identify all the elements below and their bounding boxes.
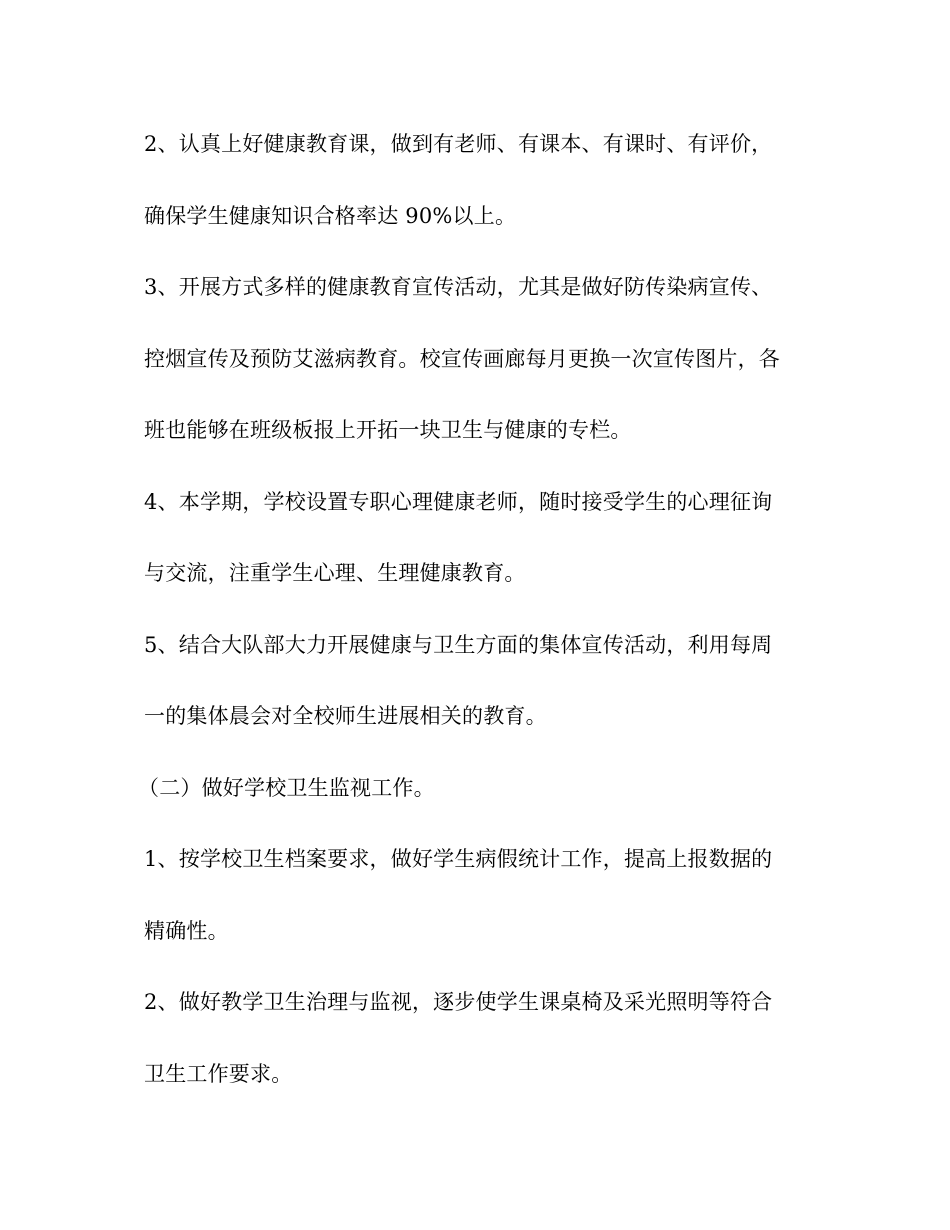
paragraph-line: 卫生工作要求。 xyxy=(144,1062,293,1086)
paragraph-line: 确保学生健康知识合格率达 90%以上。 xyxy=(144,204,517,228)
paragraph-line: 2、做好教学卫生治理与监视，逐步使学生课桌椅及采光照明等符合 xyxy=(144,990,773,1014)
section-heading: （二）做好学校卫生监视工作。 xyxy=(138,776,435,800)
paragraph-line: 与交流，注重学生心理、生理健康教育。 xyxy=(144,561,526,585)
paragraph-line: 一的集体晨会对全校师生进展相关的教育。 xyxy=(144,704,547,728)
paragraph-line: 1、按学校卫生档案要求，做好学生病假统计工作，提高上报数据的 xyxy=(144,847,773,871)
paragraph-line: 5、结合大队部大力开展健康与卫生方面的集体宣传活动，利用每周 xyxy=(144,633,773,657)
paragraph-line: 4、本学期，学校设置专职心理健康老师，随时接受学生的心理征询 xyxy=(144,490,773,514)
paragraph-line: 精确性。 xyxy=(144,919,229,943)
paragraph-line: 控烟宣传及预防艾滋病教育。校宣传画廊每月更换一次宣传图片，各 xyxy=(144,347,780,371)
paragraph-line: 2、认真上好健康教育课，做到有老师、有课本、有课时、有评价， xyxy=(144,132,773,156)
paragraph-line: 3、开展方式多样的健康教育宣传活动，尤其是做好防传染病宣传、 xyxy=(144,275,773,299)
paragraph-line: 班也能够在班级板报上开拓一块卫生与健康的专栏。 xyxy=(144,418,632,442)
